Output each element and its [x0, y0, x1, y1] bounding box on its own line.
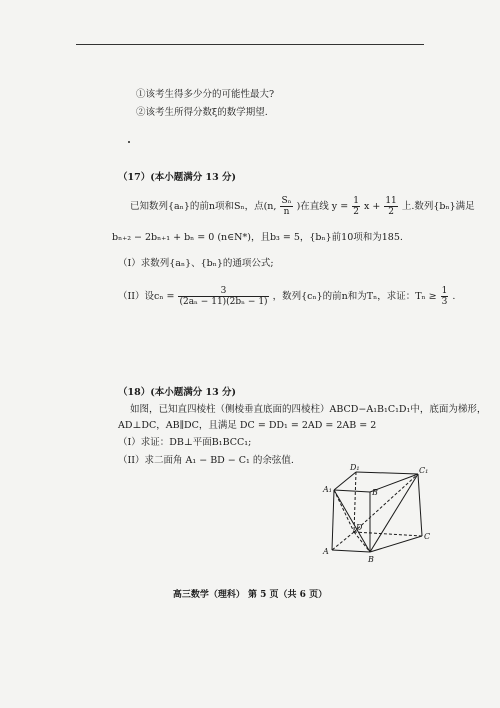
- label-d1: D₁: [350, 464, 360, 472]
- edge-a1a: [332, 490, 334, 550]
- fraction-one-half: $\frac{1}{2}$: [353, 196, 359, 217]
- header-rule: [76, 44, 424, 45]
- q16-part1: ①该考生得多少分的可能性最大?: [136, 89, 275, 100]
- q17-part2: [118, 286, 455, 308]
- edge-db-hidden: [354, 532, 370, 552]
- label-b: B: [368, 555, 374, 564]
- edge-dc-hidden: [354, 532, 422, 536]
- q18-condition: AD⊥DC，AB∥DC，且满足 DC = DD₁ = 2AD = 2AB = 2: [118, 420, 377, 431]
- edge-ab: [332, 550, 370, 552]
- stray-mark: [128, 141, 130, 143]
- page-footer: 高三数学（理科） 第 5 页（共 6 页）: [172, 590, 328, 600]
- label-c1: C₁: [419, 466, 429, 475]
- prism-figure: [318, 464, 430, 568]
- q17-part1: （I）求数列{aₙ}、{bₙ}的通项公式;: [118, 258, 274, 269]
- q17-intro: [130, 196, 475, 218]
- label-a: A: [323, 547, 329, 556]
- q18-header: （18）(本小题满分 13 分): [118, 387, 237, 398]
- q17-intro-d: 上.数列{bₙ}满足: [401, 201, 475, 212]
- label-c: C: [424, 532, 430, 541]
- q17-part2-a: （II）设cₙ =: [118, 291, 175, 302]
- q18-part2: （II）求二面角 A₁ − BD − C₁ 的余弦值.: [118, 455, 294, 466]
- fraction-one-third: $\frac{1}{3}$: [441, 286, 448, 307]
- q17-part2-c: .: [452, 291, 456, 302]
- q17-intro-b: )在直线 y =: [296, 201, 349, 212]
- fraction-cn: $\frac{3}{\text{(2aₙ − 11)(2bₙ − 1)}}$: [179, 286, 268, 307]
- label-d: D: [356, 523, 363, 532]
- edge-bc1: [370, 474, 418, 552]
- q17-condition: bₙ₊₂ − 2bₙ₊₁ + bₙ = 0 (n∈N*)，且b₃ = 5，{bₙ}前10项和为185.: [112, 232, 403, 243]
- label-b1: B: [372, 488, 378, 497]
- edge-dc1-hidden: [354, 474, 418, 532]
- q17-intro-c: x +: [363, 201, 381, 212]
- q18-part1: （I）求证：DB⊥平面B₁BCC₁;: [118, 437, 252, 448]
- edge-a1d-hidden: [334, 490, 354, 532]
- edge-d1c1: [356, 472, 418, 474]
- q17-intro-a: 已知数列{aₙ}的前n项和Sₙ，点(n,: [130, 201, 277, 212]
- q18-intro: 如图，已知直四棱柱（侧棱垂直底面的四棱柱）ABCD−A₁B₁C₁D₁中，底面为梯形，: [130, 404, 487, 415]
- edge-c1c: [418, 474, 422, 536]
- q17-header: （17）(本小题满分 13 分): [118, 172, 237, 183]
- fraction-eleven-half: $\frac{11}{2}$: [385, 196, 397, 217]
- edge-da-hidden: [332, 532, 354, 550]
- edge-a1b: [334, 490, 370, 552]
- edge-a1b1: [334, 490, 370, 492]
- label-a1: A₁: [323, 485, 332, 494]
- q17-part2-b: ，数列{cₙ}的前n和为Tₙ，求证：Tₙ ≥: [272, 291, 437, 302]
- fraction-sn-over-n: $\frac{\text{Sₙ}}{n}$: [281, 196, 292, 217]
- q16-part2: ②该考生所得分数ξ的数学期望.: [136, 107, 268, 118]
- edge-d1a1: [334, 472, 356, 490]
